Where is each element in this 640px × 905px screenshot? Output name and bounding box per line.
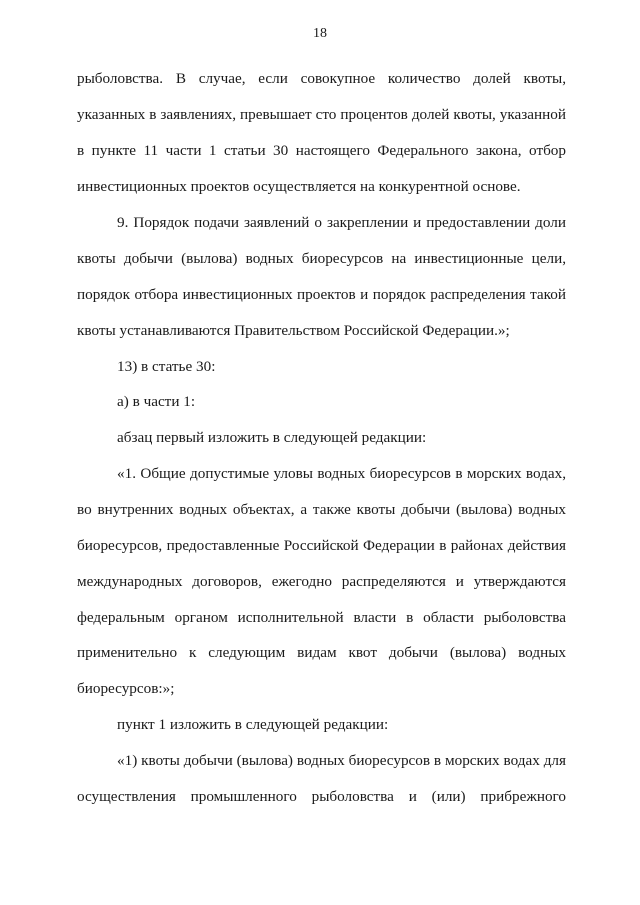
- text-line: биоресурсов:»;: [77, 680, 175, 697]
- text-line: применительно к следующим видам квот добычи (вылова) водных: [77, 644, 566, 661]
- text-line: в пункте 11 части 1 статьи 30 настоящего Федерального закона, отбор: [77, 142, 566, 159]
- text-line: международных договоров, ежегодно распределяются и утверждаются: [77, 573, 566, 590]
- text-line: пункт 1 изложить в следующей редакции:: [117, 716, 389, 733]
- text-line: биоресурсов, предоставленные Российской Федерации в районах действия: [77, 537, 566, 554]
- text-line: 13) в статье 30:: [117, 358, 216, 375]
- text-line: инвестиционных проектов осуществляется на конкурентной основе.: [77, 178, 521, 195]
- text-line: «1. Общие допустимые уловы водных биоресурсов в морских водах,: [117, 465, 566, 482]
- text-line: рыболовства. В случае, если совокупное количество долей квоты,: [77, 70, 566, 87]
- text-line: квоты добычи (вылова) водных биоресурсов на инвестиционные цели,: [77, 250, 566, 267]
- text-line: порядок отбора инвестиционных проектов и порядок распределения такой: [77, 286, 566, 303]
- page-number: 18: [313, 26, 327, 41]
- text-line: осуществления промышленного рыболовства и (или) прибрежного: [77, 788, 566, 805]
- text-line: абзац первый изложить в следующей редакции:: [117, 429, 427, 446]
- text-line: 9. Порядок подачи заявлений о закреплении и предоставлении доли: [117, 214, 566, 231]
- text-line: а) в части 1:: [117, 393, 196, 410]
- text-line: федеральным органом исполнительной власти в области рыболовства: [77, 609, 566, 626]
- text-line: во внутренних водных объектах, а также квоты добычи (вылова) водных: [77, 501, 566, 518]
- text-line: указанных в заявлениях, превышает сто процентов долей квоты, указанной: [77, 106, 566, 123]
- text-line: «1) квоты добычи (вылова) водных биоресурсов в морских водах для: [117, 752, 566, 769]
- text-line: квоты устанавливаются Правительством Российской Федерации.»;: [77, 322, 510, 339]
